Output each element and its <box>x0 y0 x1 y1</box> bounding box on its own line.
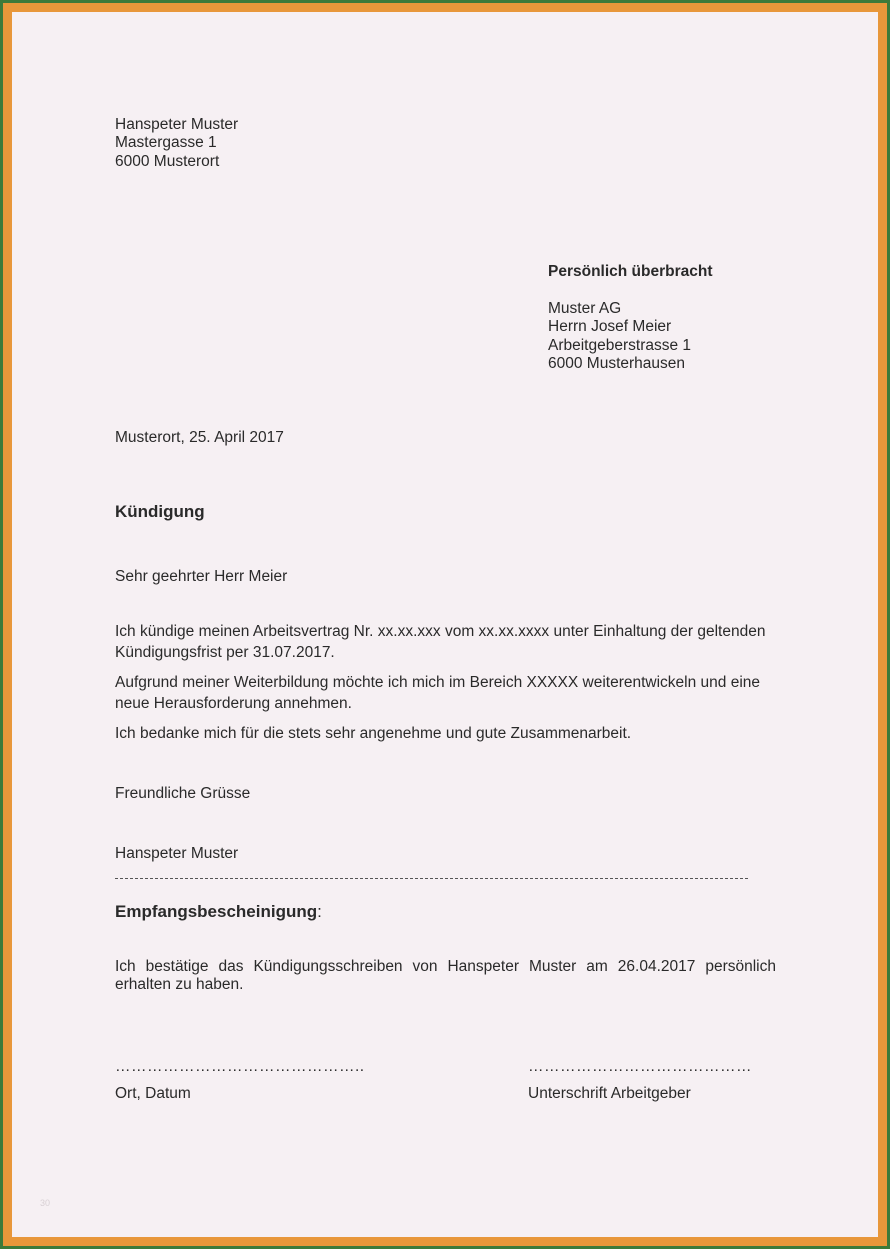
receipt-line-2: erhalten zu haben. <box>115 976 244 993</box>
recipient-street: Arbeitgeberstrasse 1 <box>548 337 692 354</box>
delivery-note: Persönlich überbracht <box>548 263 713 280</box>
place-date-dotted-line: ……………………………………….. <box>115 1058 365 1075</box>
receipt-heading-colon: : <box>317 902 322 921</box>
recipient-person: Herrn Josef Meier <box>548 318 672 335</box>
body-paragraph-1-line-1: Ich kündige meinen Arbeitsvertrag Nr. xx.xx.xxx vom xx.xx.xxxx unter Einhaltung der geltenden <box>115 623 766 640</box>
date-line: Musterort, 25. April 2017 <box>115 429 284 446</box>
separator-dashed-line <box>115 878 748 879</box>
sender-street: Mastergasse 1 <box>115 134 217 151</box>
subject-heading: Kündigung <box>115 502 205 521</box>
page-number: 30 <box>40 1198 51 1208</box>
recipient-city: 6000 Musterhausen <box>548 355 686 372</box>
closing: Freundliche Grüsse <box>115 785 251 802</box>
receipt-line-1: Ich bestätige das Kündigungsschreiben von Hanspeter Muster am 26.04.2017 persönlich <box>115 958 776 975</box>
receipt-heading <box>115 903 322 921</box>
body-paragraph-3: Ich bedanke mich für die stets sehr angenehme und gute Zusammenarbeit. <box>115 725 632 742</box>
sender-city: 6000 Musterort <box>115 153 220 170</box>
sender-name: Hanspeter Muster <box>115 116 239 133</box>
place-date-label: Ort, Datum <box>115 1085 191 1102</box>
signature-dotted-line: …………………………………… <box>528 1058 752 1075</box>
salutation: Sehr geehrter Herr Meier <box>115 568 288 585</box>
signature-name: Hanspeter Muster <box>115 845 239 862</box>
body-paragraph-2-line-2: neue Herausforderung annehmen. <box>115 695 352 712</box>
receipt-heading-text: Empfangsbescheinigung <box>115 902 318 921</box>
letter-page <box>12 12 878 1237</box>
recipient-company: Muster AG <box>548 300 622 317</box>
body-paragraph-1-line-2: Kündigungsfrist per 31.07.2017. <box>115 644 335 661</box>
body-paragraph-2-line-1: Aufgrund meiner Weiterbildung möchte ich mich im Bereich XXXXX weiterentwickeln und eine <box>115 674 760 691</box>
employer-signature-label: Unterschrift Arbeitgeber <box>528 1085 691 1102</box>
